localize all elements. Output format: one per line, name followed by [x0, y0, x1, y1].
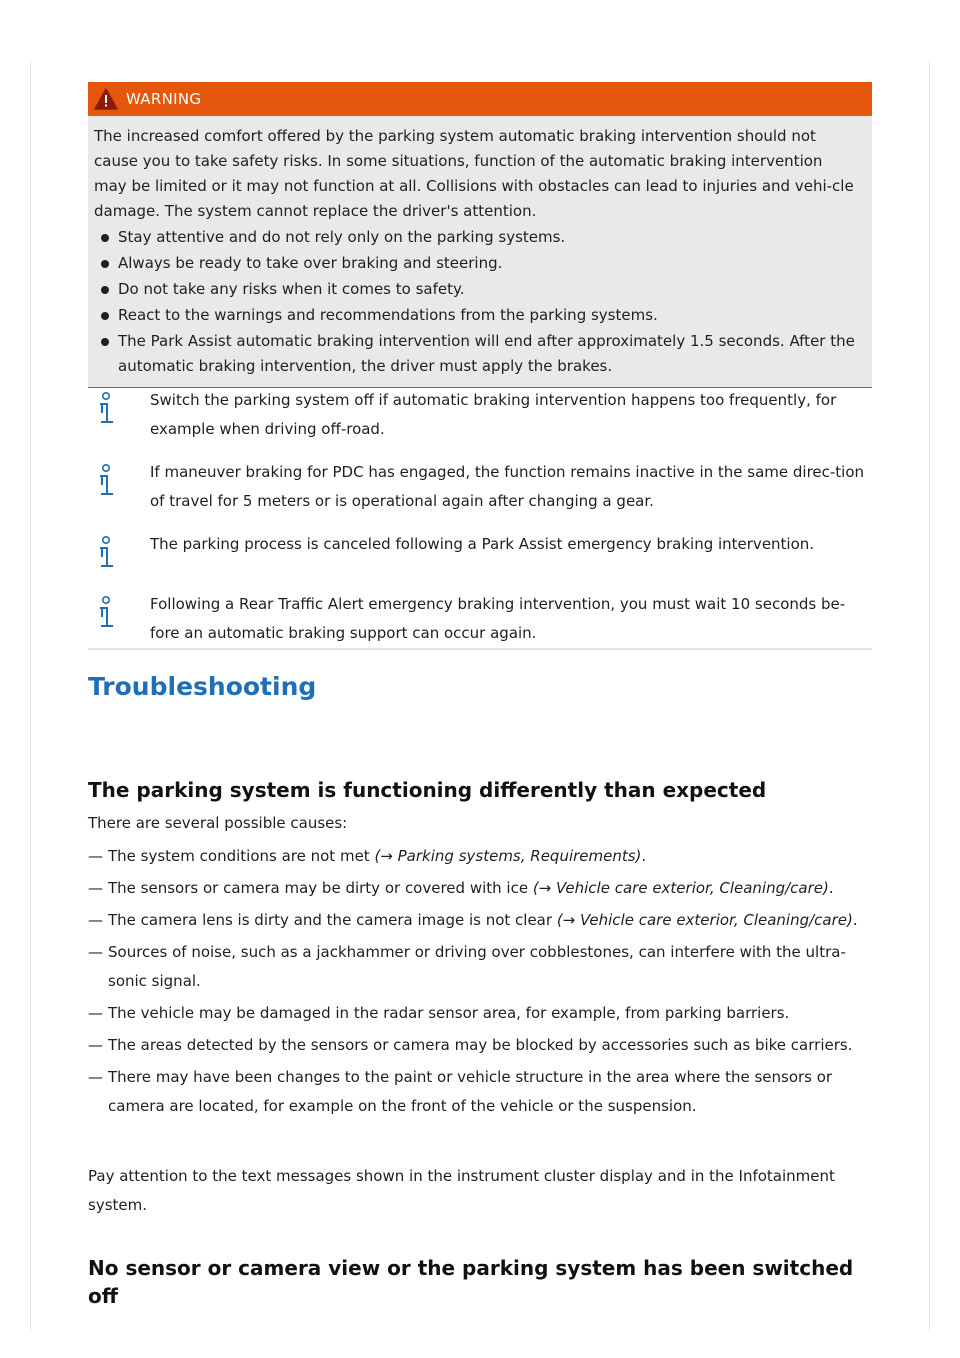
warning-body	[88, 116, 872, 388]
warning-bullet-list	[94, 225, 858, 379]
cross-reference-link[interactable]: (→ Parking systems, Requirements)	[374, 847, 642, 865]
subsection-heading: No sensor or camera view or the parking system has been switched off	[88, 1256, 854, 1308]
info-notes	[88, 386, 872, 662]
cross-reference-link[interactable]: (→ Vehicle care exterior, Cleaning/care)	[556, 911, 853, 929]
info-icon	[94, 464, 118, 500]
warning-triangle-icon	[94, 88, 118, 110]
list-item: Always be ready to take over braking and steering.	[94, 251, 858, 276]
list-item: — There may have been changes to the paint or vehicle structure in the area where the sensors or camera are located, for example on the front of the vehicle or the suspension.	[88, 1063, 878, 1121]
warning-box	[88, 82, 872, 388]
info-note-text: The parking process is canceled following a Park Assist emergency braking intervention.	[150, 535, 815, 553]
list-item: — The sensors or camera may be dirty or covered with ice (→ Vehicle care exterior, Cleaning/care).	[88, 874, 878, 903]
section-divider	[88, 648, 872, 650]
info-icon	[94, 596, 118, 632]
list-item: Do not take any risks when it comes to safety.	[94, 277, 858, 302]
info-note	[88, 590, 872, 648]
list-item: — The vehicle may be damaged in the radar sensor area, for example, from parking barriers.	[88, 999, 878, 1028]
info-icon	[94, 392, 118, 428]
intro-text: There are several possible causes:	[88, 814, 348, 832]
list-item: The Park Assist automatic braking intervention will end after approximately 1.5 seconds. After the automatic braking intervention, the driver must apply the brakes.	[94, 329, 858, 379]
list-item: — The system conditions are not met (→ Parking systems, Requirements).	[88, 842, 878, 871]
right-margin-line	[929, 62, 930, 1330]
causes-list	[88, 842, 878, 1124]
subsection-heading: The parking system is functioning differently than expected	[88, 778, 767, 802]
closing-paragraph: Pay attention to the text messages shown in the instrument cluster display and in the Infotainment system.	[88, 1167, 835, 1214]
list-item: — The areas detected by the sensors or camera may be blocked by accessories such as bike carriers.	[88, 1031, 878, 1060]
cross-reference-link[interactable]: (→ Vehicle care exterior, Cleaning/care)	[532, 879, 829, 897]
info-note-text: Switch the parking system off if automatic braking intervention happens too frequently, for example when driving off-road.	[150, 391, 837, 438]
info-note	[88, 530, 872, 576]
info-note	[88, 386, 872, 444]
list-item: — Sources of noise, such as a jackhammer or driving over cobblestones, can interfere with the ultra-sonic signal.	[88, 938, 878, 996]
warning-title: WARNING	[126, 90, 202, 108]
left-margin-line	[30, 62, 31, 1330]
info-note-text: Following a Rear Traffic Alert emergency braking intervention, you must wait 10 seconds be-fore an automatic braking support can occur again.	[150, 595, 846, 642]
warning-text: The increased comfort offered by the parking system automatic braking intervention should not cause you to take safety risks. In some situations, function of the automatic braking intervention may be limited or it may not function at all. Collisions with obstacles can lead to injuries and vehi-cle damage. The system cannot replace the driver's attention.	[94, 127, 854, 220]
warning-header	[88, 82, 872, 116]
list-item: Stay attentive and do not rely only on the parking systems.	[94, 225, 858, 250]
info-icon	[94, 536, 118, 572]
section-title: Troubleshooting	[88, 672, 317, 701]
list-item: React to the warnings and recommendations from the parking systems.	[94, 303, 858, 328]
info-note-text: If maneuver braking for PDC has engaged, the function remains inactive in the same direc-tion of travel for 5 meters or is operational again after changing a gear.	[150, 463, 865, 510]
list-item: — The camera lens is dirty and the camera image is not clear (→ Vehicle care exterior, Cleaning/care).	[88, 906, 878, 935]
info-note	[88, 458, 872, 516]
